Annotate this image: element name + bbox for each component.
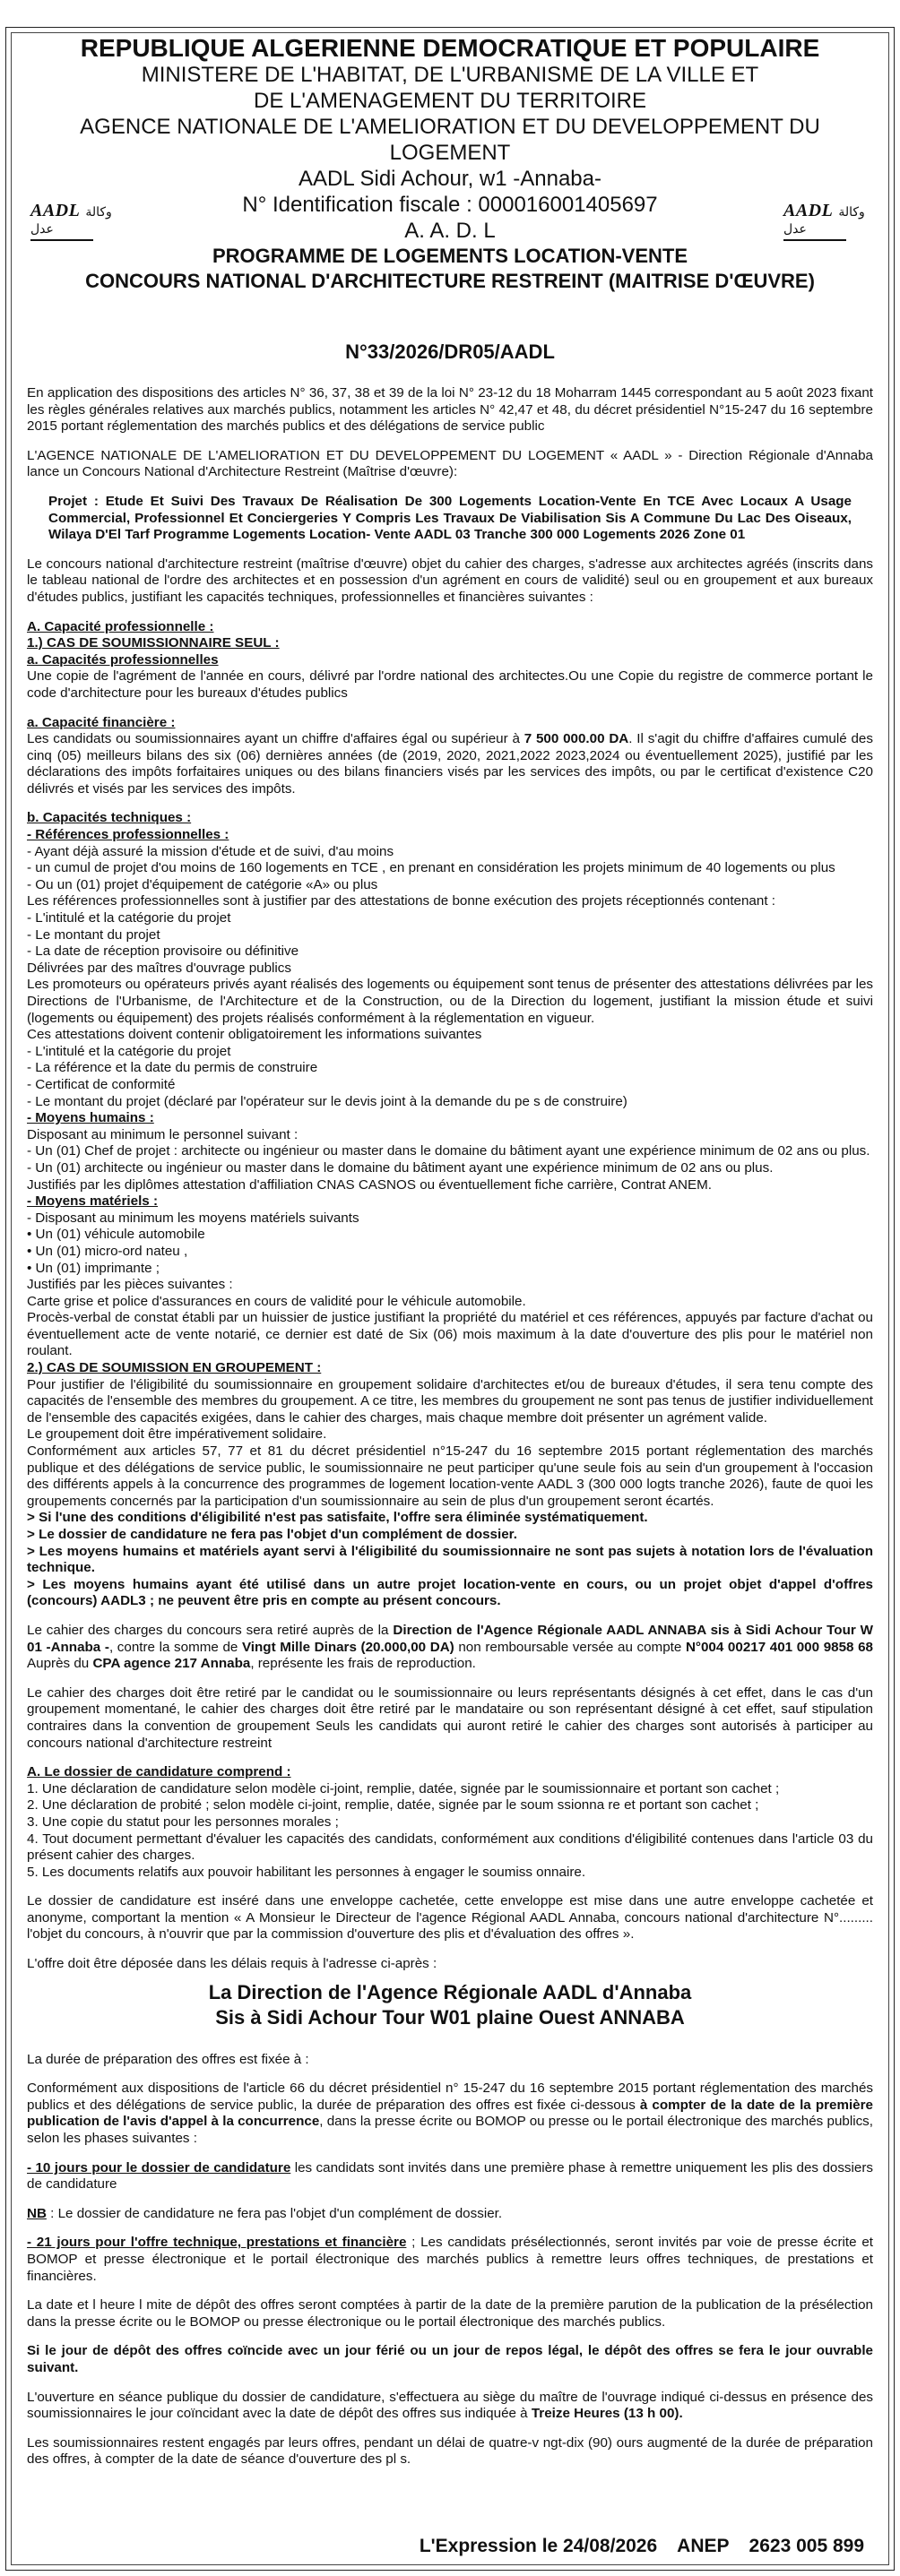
moyens-materiels-title: - Moyens matériels : (27, 1193, 159, 1210)
groupement-line: Pour justifier de l'éligibilité du soumissionnaire en groupement solidaire d'architectes et/ou de bureaux d'études, il sera tenu compte des capacités de l'ensemble des membres du groupement. A ce titre, les membres du groupement ne sont pas tenus de justifier individuellement de l'ensemble des capacités exigées, dans le cahier des charges, mais chaque membre doit présenter un agrément valide. (27, 1376, 873, 1426)
ministry-line-2: DE L'AMENAGEMENT DU TERRITOIRE (254, 89, 646, 113)
ouverture-paragraph: L'ouverture en séance publique du dossier de candidature, s'effectuera au siège du maître de l'ouvrage indiqué ci-dessus en présence des soumissionnaires le jour coïncidant avec la date de dépôt des offres sus indiquée à Treize Heures (13 h 00). (27, 2389, 873, 2422)
concours-paragraph: Le concours national d'architecture restreint (maîtrise d'œuvre) objet du cahier des charges, s'adresse aux architectes agréés (inscrits dans le tableau national de l'ordre des architectes et en possession d'un agrément en cours de validité) seul ou en groupement et aux bureaux d'études publics, justifiant les capacités techniques, professionnelles et financières suivantes : (27, 556, 873, 605)
date-limite-paragraph: La date et l heure l mite de dépôt des offres seront comptées à partir de la date de la première parution de la publication de la présélection dans la presse écrite ou le BOMOP ou presse électronique ou le portail électronique des marchés publics. (27, 2297, 873, 2330)
moyens-materiels-line: • Un (01) véhicule automobile (27, 1227, 205, 1243)
duree-paragraph: Conformément aux dispositions de l'article 66 du décret présidentiel n° 15-247 du 16 septembre 2015 portant réglementation des marchés publics et des délégations de service public, la durée de préparation des offres est fixée ci-dessous à compter de la date de la première publication de l'avis d'appel à la concurrence, dans la presse écrite ou BOMOP ou presse ou le portail électronique des marchés publics, selon les phases suivantes : (27, 2081, 873, 2147)
moyens-humains-list (27, 1127, 873, 1193)
moyens-materiels-line: Justifiés par les pièces suivantes : (27, 1277, 233, 1293)
depot-line: L'offre doit être déposée dans les délais requis à l'adresse ci-après : (27, 1956, 437, 1972)
agency-acronym: A. A. D. L (404, 219, 496, 243)
ref-pro-title: - Références professionnelles : (27, 827, 229, 843)
tech-line: - Le montant du projet (déclaré par l'opérateur sur le devis joint à la demande du pe s de construire) (27, 1093, 627, 1109)
logo-arabic: وكالة عدل (30, 204, 112, 236)
agency-paragraph: L'AGENCE NATIONALE DE L'AMELIORATION ET DU DEVELOPPEMENT DU LOGEMENT « AADL » - Direction Régionale d'Annaba lance un Concours National d'Architecture Restreint (Maîtrise d'œuvre): (27, 447, 873, 480)
enveloppe-paragraph: Le dossier de candidature est inséré dans une enveloppe cachetée, cette enveloppe est mise dans une autre enveloppe cachetée et anonyme, comportant la mention « A Monsieur le Directeur de l'agence Régional AADL Annaba, concours national d'architecture N°......... l'objet du concours, à n'ouvrir que par la commission d'ouverture des plis et d'évaluation des offres ». (27, 1893, 873, 1943)
document-body (27, 34, 873, 2468)
address-line-1: La Direction de l'Agence Régionale AADL d'Annaba (208, 1980, 692, 2003)
dossier-title: A. Le dossier de candidature comprend : (27, 1764, 291, 1780)
moyens-materiels-line: - Disposant au minimum les moyens matériels suivants (27, 1210, 359, 1226)
fiscal-id: N° Identification fiscale : 000016001405697 (242, 193, 658, 217)
cahier-retrait-conditions: Le cahier des charges doit être retiré par le candidat ou le soumissionnaire ou leurs représentants désignés à cet effet, dans le cas d'un groupement momentané, le cahier des charges doit être retiré par le mandataire ou son représentant désigné à cet effet, sauf stipulation contraires dans la convention de groupement Seuls les candidats qui auront retiré le cahier des charges sont autorisés à participer au concours national d'architecture restreint (27, 1684, 873, 1751)
tech-line: - La date de réception provisoire ou définitive (27, 943, 299, 960)
groupement-condition: > Si l'une des conditions d'éligibilité n'est pas satisfaite, l'offre sera éliminée systématiquement. (27, 1510, 648, 1526)
reference-number: N°33/2026/DR05/AADL (345, 340, 555, 363)
tech-line: - Ou un (01) projet d'équipement de catégorie «A» ou plus (27, 876, 378, 892)
tech-line: Ces attestations doivent contenir obligatoirement les informations suivantes (27, 1027, 482, 1043)
ministry-line-1: MINISTERE DE L'HABITAT, DE L'URBANISME DE LA VILLE ET (141, 63, 759, 87)
logo-text: AADL (783, 201, 834, 220)
sub-cap-pro: a. Capacités professionnelles (27, 651, 219, 668)
section-cap-pro: A. Capacité professionnelle : (27, 618, 214, 634)
dossier-item: 5. Les documents relatifs aux pouvoir habilitant les personnes à engager le soumiss onnaire. (27, 1864, 586, 1880)
cap-fin-text: Les candidats ou soumissionnaires ayant un chiffre d'affaires égal ou supérieur à 7 500 000.00 DA. Il s'agit du chiffre d'affaires cumulé des cinq (05) meilleurs bilans des six (06) dernières années (de (2019, 2020, 2021,2022 2023,2024 ou éventuellement 2025), justifié par les déclarations des impôts forfaitaires uniques ou des bilans financiers visés par les services des impôts, ou par le certificat d'existence C20 délivrés et visés par les services des impôts. (27, 731, 873, 797)
tech-line: - L'intitulé et la catégorie du projet (27, 1043, 231, 1059)
moyens-materiels-line: Carte grise et police d'assurances en cours de validité pour le véhicule automobile. (27, 1293, 526, 1309)
tech-line: Les références professionnelles sont à justifier par des attestations de bonne exécution des projets réceptionnés contenant : (27, 893, 775, 909)
section-cas-groupement: 2.) CAS DE SOUMISSION EN GROUPEMENT : (27, 1360, 322, 1376)
groupement-condition: > Les moyens humains ayant été utilisé dans un autre projet location-vente en cours, ou un projet objet d'appel d'offres (concours) AADL3 ; ne peuvent être pris en compte au présent concours. (27, 1576, 873, 1609)
dossier-list (27, 1781, 873, 1882)
groupement-line: Conformément aux articles 57, 77 et 81 du décret présidentiel n°15-247 du 16 septembre 2015 portant réglementation des marchés publique et des délégations de service public, le soumissionnaire ne peut participer qu'une seule fois au sein d'un groupement à l'occasion des différents appels à la concurrence des programmes de logement location-vente AADL 3 (300 000 logts tranche 2026), faute de quoi les groupements concernés par la participation d'un soumissionnaire au sein de plus d'un groupement seront écartés. (27, 1443, 873, 1509)
sub-cap-tech: b. Capacités techniques : (27, 810, 192, 826)
logo-arabic: وكالة عدل (783, 204, 865, 236)
republic-title: REPUBLIQUE ALGERIENNE DEMOCRATIQUE ET POPULAIRE (80, 34, 820, 62)
address-line-2: Sis à Sidi Achour Tour W01 plaine Ouest ANNABA (215, 2005, 685, 2029)
tech-line: - L'intitulé et la catégorie du projet (27, 910, 231, 926)
logo-text: AADL (30, 201, 81, 220)
header-block (27, 34, 873, 364)
anep-code: 2623 005 899 (749, 2536, 864, 2556)
moyens-materiels-line: Procès-verbal de constat établi par un huissier de justice justifiant la propriété du matériel et ces références, appuyés par facture d'achat ou éventuellement acte de vente notarié, ce dernier est daté de Six (06) mois maximum à la date d'ouverture des plis pour le matériel non roulant. (27, 1310, 873, 1359)
groupement-list (27, 1377, 873, 1511)
moyens-materiels-list (27, 1210, 873, 1360)
tech-list (27, 844, 873, 1111)
section-cas-seul: 1.) CAS DE SOUMISSIONNAIRE SEUL : (27, 635, 280, 651)
intro-paragraph: En application des dispositions des articles N° 36, 37, 38 et 39 de la loi N° 23-12 du 18 Moharram 1445 correspondant au 5 août 2023 fixant les règles générales relatives aux marchés publics, notamment les articles N° 42,47 et 48, du décret présidentiel N°15-247 du 16 septembre 2015 portant réglementation des marchés publics et des délégations de service public (27, 385, 873, 435)
moyens-humains-line: Justifiés par les diplômes attestation d'affiliation CNAS CASNOS ou éventuellement fiche carrière, Contrat ANEM. (27, 1176, 713, 1193)
jour-ferie-paragraph: Si le jour de dépôt des offres coïncide avec un jour férié ou un jour de repos légal, le dépôt des offres se fera le jour ouvrable suivant. (27, 2343, 873, 2375)
moyens-humains-line: - Un (01) Chef de projet : architecte ou ingénieur ou master dans le domaine du bâtiment ayant une expérience minimum de 02 ans ou plus. (27, 1143, 870, 1159)
nb-note: NB : Le dossier de candidature ne fera pas l'objet d'un complément de dossier. (27, 2205, 503, 2221)
tech-line: - Certificat de conformité (27, 1076, 176, 1092)
tech-line: Délivrées par des maîtres d'ouvrage publics (27, 960, 291, 976)
moyens-humains-title: - Moyens humains : (27, 1110, 154, 1126)
tech-line: - un cumul de projet d'ou moins de 160 logements en TCE , en prenant en considération les projets minimum de 40 logements ou plus (27, 860, 835, 876)
dossier-item: 2. Une déclaration de probité ; selon modèle ci-joint, remplie, datée, signée par le soum ssionna re et portant son cachet ; (27, 1797, 759, 1814)
programme-title: PROGRAMME DE LOGEMENTS LOCATION-VENTE (212, 245, 688, 267)
moyens-humains-line: Disposant au minimum le personnel suivant : (27, 1126, 299, 1142)
moyens-materiels-line: • Un (01) imprimante ; (27, 1260, 160, 1276)
agency-name: AGENCE NATIONALE DE L'AMELIORATION ET DU DEVELOPPEMENT DU LOGEMENT (80, 115, 820, 165)
anep-label: ANEP (677, 2536, 730, 2556)
moyens-humains-line: - Un (01) architecte ou ingénieur ou master dans le domaine du bâtiment ayant une expérience minimum de 02 ans ou plus. (27, 1159, 774, 1176)
dossier-item: 3. Une copie du statut pour les personnes morales ; (27, 1814, 339, 1830)
groupement-condition: > Le dossier de candidature ne fera pas l'objet d'un complément de dossier. (27, 1527, 517, 1542)
tech-line: - Ayant déjà assuré la mission d'étude et de suivi, d'au moins (27, 843, 394, 859)
deposit-address (27, 1980, 873, 2030)
sub-cap-fin: a. Capacité financière : (27, 714, 176, 730)
agency-address: AADL Sidi Achour, w1 -Annaba- (299, 167, 601, 191)
groupement-line: Le groupement doit être impérativement solidaire. (27, 1426, 327, 1443)
phase-candidature: - 10 jours pour le dossier de candidature les candidats sont invités dans une première phase à remettre uniquement les plis des dossiers de candidature (27, 2159, 873, 2193)
concours-title: CONCOURS NATIONAL D'ARCHITECTURE RESTREINT (MAITRISE D'ŒUVRE) (85, 270, 815, 292)
moyens-materiels-line: • Un (01) micro-ord nateu , (27, 1243, 188, 1259)
project-title: Projet : Etude Et Suivi Des Travaux De Réalisation De 300 Logements Location-Vente En TCE Avec Locaux A Usage Commercial, Professionnel Et Conciergeries Y Compris Les Travaux De Viabilisation Sis A Commune Du Lac Des Oiseaux, Wilaya D'El Tarf Programme Logements Location- Vente AADL 03 Tranche 300 000 Logements 2026 Zone 01 (48, 493, 852, 543)
cahier-retrait-paragraph: Le cahier des charges du concours sera retiré auprès de la Direction de l'Agence Régionale AADL ANNABA sis à Sidi Achour Tour W 01 -Annaba -, contre la somme de Vingt Mille Dinars (20.000,00 DA) non remboursable versée au compte N°004 00217 401 000 9858 68 Auprès du CPA agence 217 Annaba, représente les frais de reproduction. (27, 1622, 873, 1672)
phase-offre: - 21 jours pour l'offre technique, prestations et financière ; Les candidats présélectionnés, seront invités par voie de presse écrite et BOMOP et presse électronique et le portail électronique des marchés publics à remettre leurs offres techniques, de prestations et financières. (27, 2235, 873, 2284)
publication-footer (0, 2536, 900, 2557)
dossier-item: 1. Une déclaration de candidature selon modèle ci-joint, remplie, datée, signée par le soumissionnaire et portant son cachet ; (27, 1780, 780, 1796)
engagement-paragraph: Les soumissionnaires restent engagés par leurs offres, pendant un délai de quatre-v ngt-dix (90) ours augmenté de la durée de préparation des offres, à compter de la date de séance d'ouverture des pl s. (27, 2434, 873, 2468)
cap-pro-text: Une copie de l'agrément de l'année en cours, délivré par l'ordre national des architectes.Ou une Copie du registre de commerce portant le code d'architecture pour les bureaux d'études publics (27, 668, 873, 701)
groupement-condition: > Les moyens humains et matériels ayant servi à l'éligibilité du soumissionnaire ne sont pas sujets à notation lors de l'évaluation technique. (27, 1543, 873, 1576)
groupement-conditions (27, 1510, 873, 1610)
tech-line: - Le montant du projet (27, 926, 160, 943)
dossier-item: 4. Tout document permettant d'évaluer les capacités des candidats, conformément aux conditions d'éligibilité contenues dans l'article 03 du présent cahier des charges. (27, 1831, 873, 1864)
tech-line: - La référence et la date du permis de construire (27, 1060, 318, 1076)
tech-line: Les promoteurs ou opérateurs privés ayant réalisés des logements ou équipement sont tenus de présenter des attestations délivrées par les Directions de l'Urbanisme, de l'Architecture et de la Construction, ou de la Direction du logement, justifiant la mission étude et suivi (logements ou équipement) des projets réalisés conformément à la réglementation en vigueur. (27, 977, 873, 1026)
newspaper-date: L'Expression le 24/08/2026 (419, 2536, 658, 2556)
duree-line: La durée de préparation des offres est fixée à : (27, 2051, 309, 2067)
